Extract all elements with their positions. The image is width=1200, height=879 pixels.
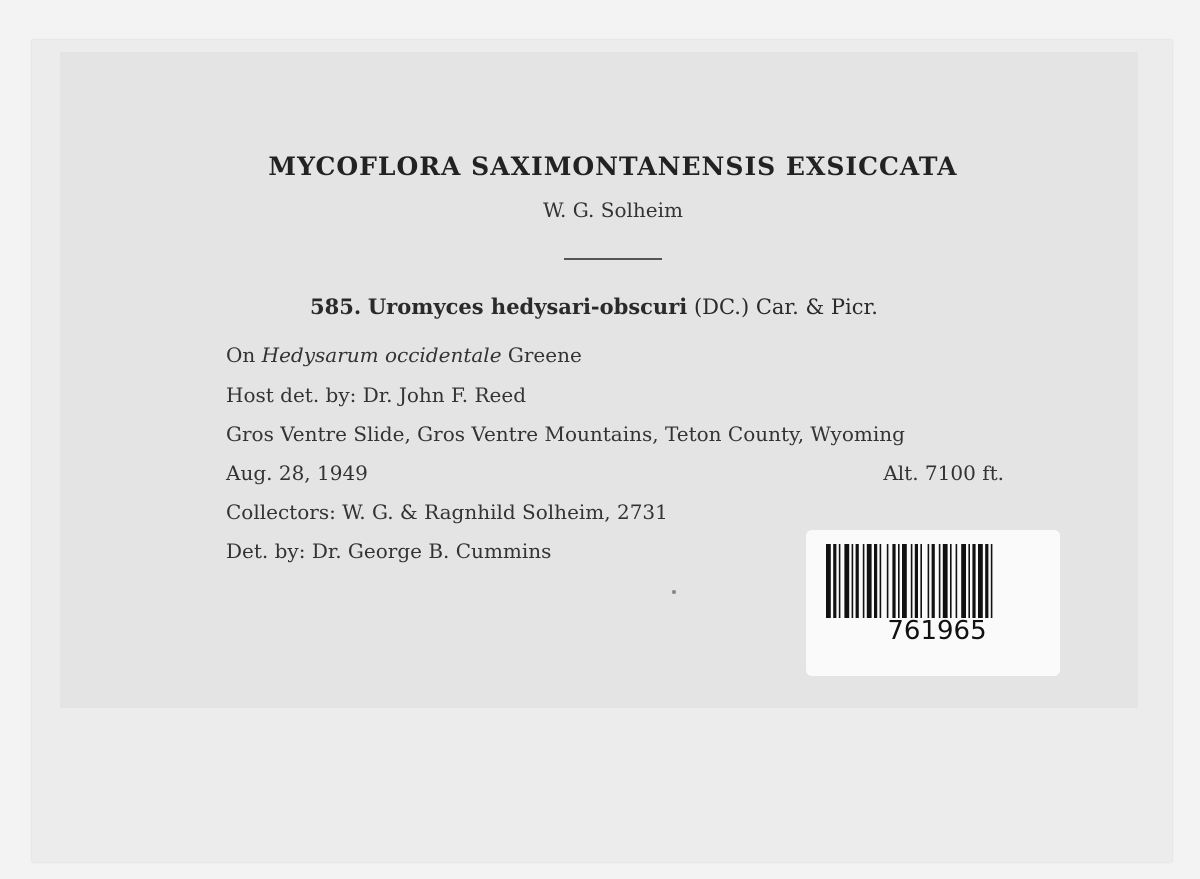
host-line — [226, 343, 582, 367]
barcode-number: 761965 — [887, 616, 987, 646]
barcode-tag — [806, 530, 1060, 676]
altitude: Alt. 7100 ft. — [883, 461, 1004, 485]
exsiccata-number: 585. — [310, 294, 362, 319]
divider-rule — [564, 258, 662, 260]
determiner: Det. by: Dr. George B. Cummins — [226, 539, 552, 563]
speck — [672, 590, 676, 594]
collection-title: MYCOFLORA SAXIMONTANENSIS EXSICCATA — [268, 152, 958, 181]
collection-date: Aug. 28, 1949 — [226, 461, 368, 485]
species-name: Uromyces hedysari-obscuri — [367, 294, 688, 319]
host-determiner: Host det. by: Dr. John F. Reed — [226, 383, 527, 407]
species-line — [310, 294, 878, 319]
host-prefix: On — [226, 343, 256, 367]
species-authority: (DC.) Car. & Picr. — [693, 295, 878, 319]
host-suffix: Greene — [507, 343, 582, 367]
collectors: Collectors: W. G. & Ragnhild Solheim, 2731 — [226, 500, 668, 524]
barcode-icon — [826, 544, 1048, 618]
collection-author: W. G. Solheim — [543, 198, 683, 222]
host-name: Hedysarum occidentale — [261, 343, 502, 367]
locality: Gros Ventre Slide, Gros Ventre Mountains, Teton County, Wyoming — [226, 422, 905, 446]
